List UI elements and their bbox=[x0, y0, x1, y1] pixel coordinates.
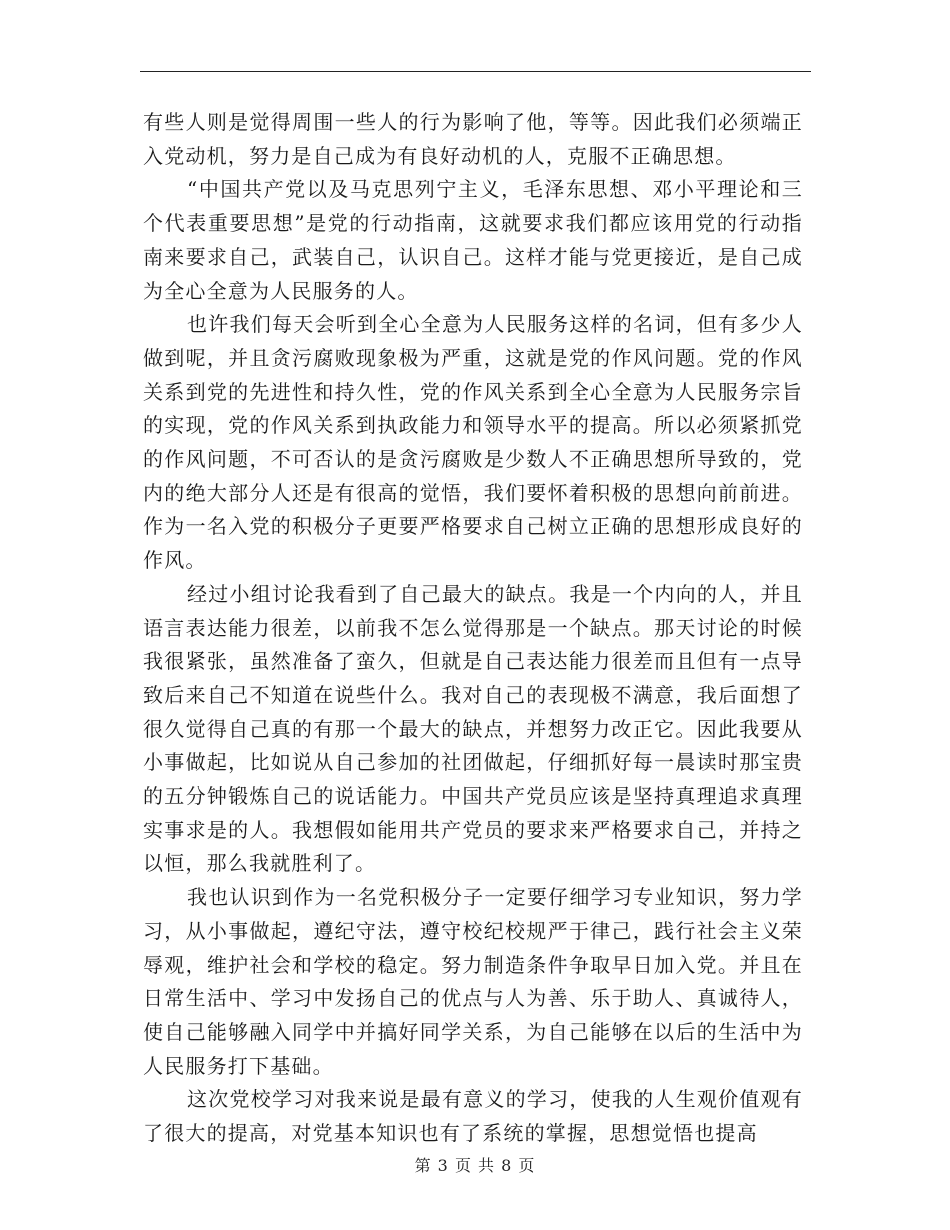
footer-suffix: 页 bbox=[518, 1156, 536, 1175]
paragraph: “中国共产党以及马克思列宁主义，毛泽东思想、邓小平理论和三个代表重要思想”是党的行动指南，这就要求我们都应该用党的行动指南来要求自己，武装自己，认识自己。这样才能与党更接近，是自己成为全心全意为人民服务的人。 bbox=[143, 177, 803, 303]
paragraph: 经过小组讨论我看到了自己最大的缺点。我是一个内向的人，并且语言表达能力很差，以前我不怎么觉得那是一个缺点。那天讨论的时候我很紧张，虽然准备了蛮久，但就是自己表达能力很差而且但有一点导致后来自己不知道在说些什么。我对自己的表现极不满意，我后面想了很久觉得自己真的有那一个最大的缺点，并想努力改正它。因此我要从小事做起，比如说从自己参加的社团做起，仔细抓好每一晨读时那宝贵的五分钟锻炼自己的说话能力。中国共产党员应该是坚持真理追求真理实事求是的人。我想假如能用共产党员的要求来严格要求自己，并持之以恒，那么我就胜利了。 bbox=[143, 581, 803, 876]
current-page-number: 3 bbox=[437, 1156, 449, 1175]
page-footer bbox=[0, 1153, 950, 1176]
paragraph: 这次党校学习对我来说是最有意义的学习，使我的人生观价值观有了很大的提高，对党基本知识也有了系统的掌握，思想觉悟也提高 bbox=[143, 1087, 803, 1146]
paragraph: 有些人则是觉得周围一些人的行为影响了他，等等。因此我们必须端正入党动机，努力是自己成为有良好动机的人，克服不正确思想。 bbox=[143, 110, 803, 168]
footer-prefix: 第 bbox=[414, 1156, 432, 1175]
document-body bbox=[143, 106, 803, 1151]
header-rule bbox=[140, 71, 811, 72]
footer-middle: 页 共 bbox=[454, 1156, 496, 1175]
total-page-count: 8 bbox=[501, 1156, 513, 1175]
paragraph: 也许我们每天会听到全心全意为人民服务这样的名词，但有多少人做到呢，并且贪污腐败现象极为严重，这就是党的作风问题。党的作风关系到党的先进性和持久性，党的作风关系到全心全意为人民服务宗旨的实现，党的作风关系到执政能力和领导水平的提高。所以必须紧抓党的作风问题，不可否认的是贪污腐败是少数人不正确思想所导致的，党内的绝大部分人还是有很高的觉悟，我们要怀着积极的思想向前前进。作为一名入党的积极分子更要严格要求自己树立正确的思想形成良好的作风。 bbox=[143, 312, 803, 573]
paragraph: 我也认识到作为一名党积极分子一定要仔细学习专业知识，努力学习，从小事做起，遵纪守法，遵守校纪校规严于律己，践行社会主义荣辱观，维护社会和学校的稳定。努力制造条件争取早日加入党。并且在日常生活中、学习中发扬自己的优点与人为善、乐于助人、真诚待人，使自己能够融入同学中并搞好同学关系，为自己能够在以后的生活中为人民服务打下基础。 bbox=[143, 885, 803, 1078]
